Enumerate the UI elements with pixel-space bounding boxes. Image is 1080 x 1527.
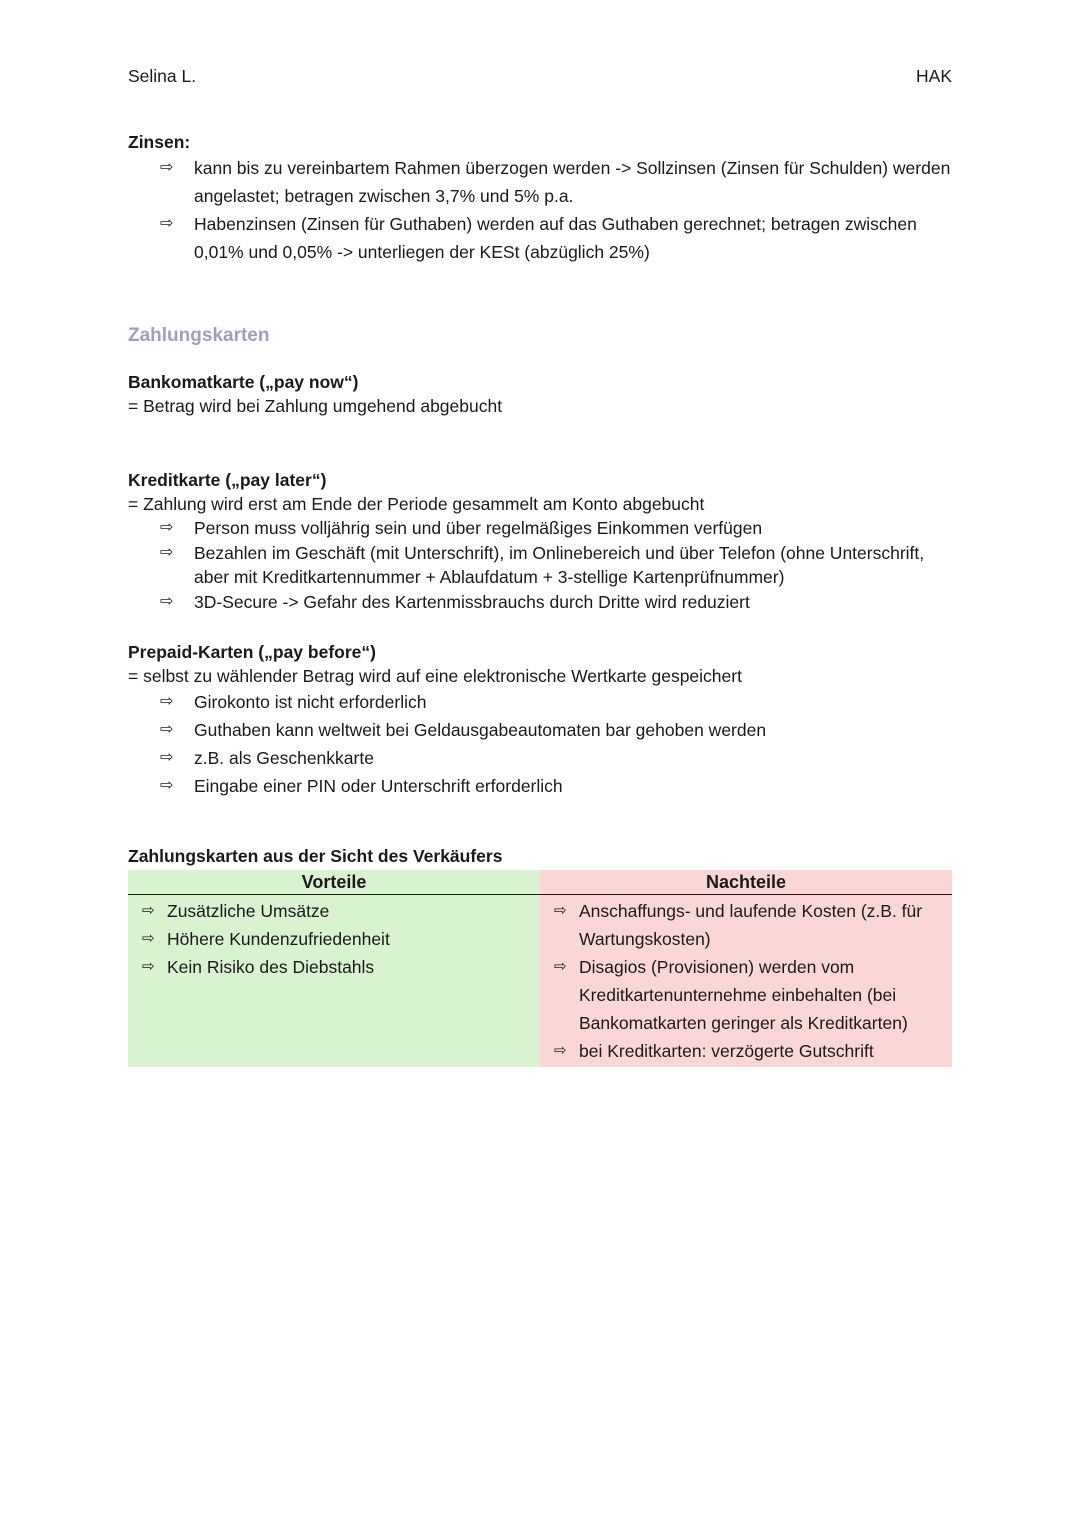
pros-cons-table bbox=[128, 870, 952, 1067]
verkaeufer-block bbox=[128, 844, 952, 1067]
kredit-list bbox=[128, 516, 952, 614]
list-item-text: Anschaffungs- und laufende Kosten (z.B. für Wartungskosten) bbox=[579, 901, 923, 949]
list-item-text: kann bis zu vereinbartem Rahmen überzogen werden -> Sollzinsen (Zinsen für Schulden) werden angelastet; betragen zwischen 3,7% und 5% p.a. bbox=[194, 158, 951, 206]
zinsen-list bbox=[128, 154, 952, 266]
table-row bbox=[128, 895, 952, 1068]
pros-cell bbox=[128, 895, 540, 1068]
page-header bbox=[128, 64, 952, 88]
prepaid-list bbox=[128, 688, 952, 800]
arrow-right-icon: ⇨ bbox=[160, 519, 174, 536]
arrow-right-icon: ⇨ bbox=[160, 693, 174, 710]
arrow-right-icon: ⇨ bbox=[160, 721, 174, 738]
list-item-text: 3D-Secure -> Gefahr des Kartenmissbrauchs durch Dritte wird reduziert bbox=[194, 591, 750, 612]
prepaid-definition: = selbst zu wählender Betrag wird auf eine elektronische Wertkarte gespeichert bbox=[128, 666, 742, 686]
bankomat-block bbox=[128, 370, 952, 418]
list-item-text: Höhere Kundenzufriedenheit bbox=[167, 929, 390, 949]
school-label: HAK bbox=[916, 66, 952, 86]
kredit-block bbox=[128, 468, 952, 614]
arrow-right-icon: ⇨ bbox=[142, 902, 155, 919]
list-item bbox=[554, 897, 942, 953]
arrow-right-icon: ⇨ bbox=[142, 930, 155, 947]
list-item-text: Bezahlen im Geschäft (mit Unterschrift), im Onlinebereich und über Telefon (ohne Unterschrift, aber mit Kreditkartennummer + Ablaufdatum + 3-stellige Kartenprüfnummer) bbox=[194, 542, 925, 587]
pros-header: Vorteile bbox=[128, 870, 540, 895]
author-name: Selina L. bbox=[128, 66, 197, 86]
table-header-row bbox=[128, 870, 952, 895]
arrow-right-icon: ⇨ bbox=[160, 215, 174, 232]
list-item-text: bei Kreditkarten: verzögerte Gutschrift bbox=[579, 1041, 874, 1061]
bankomat-definition: = Betrag wird bei Zahlung umgehend abgebucht bbox=[128, 396, 503, 416]
document-page bbox=[128, 64, 952, 1067]
cons-header: Nachteile bbox=[540, 870, 952, 895]
list-item-text: Kein Risiko des Diebstahls bbox=[167, 957, 375, 977]
section-title-zahlungskarten: Zahlungskarten bbox=[128, 325, 270, 346]
list-item bbox=[160, 772, 952, 800]
list-item-text: z.B. als Geschenkkarte bbox=[194, 748, 374, 768]
verkaeufer-heading: Zahlungskarten aus der Sicht des Verkäufers bbox=[128, 846, 503, 866]
list-item bbox=[160, 154, 952, 210]
list-item bbox=[142, 925, 530, 953]
zinsen-heading: Zinsen: bbox=[128, 132, 191, 152]
list-item bbox=[160, 716, 952, 744]
list-item-text: Disagios (Provisionen) werden vom Kreditkartenunternehme einbehalten (bei Bankomatkarten geringer als Kreditkarten) bbox=[579, 957, 908, 1033]
cons-list bbox=[540, 895, 952, 1065]
arrow-right-icon: ⇨ bbox=[554, 1042, 567, 1059]
prepaid-heading: Prepaid-Karten („pay before“) bbox=[128, 642, 376, 662]
list-item bbox=[554, 953, 942, 1037]
arrow-right-icon: ⇨ bbox=[160, 159, 174, 176]
list-item bbox=[160, 210, 952, 266]
list-item-text: Habenzinsen (Zinsen für Guthaben) werden auf das Guthaben gerechnet; betragen zwischen 0,01% und 0,05% -> unterliegen der KESt (abzüglich 25%) bbox=[194, 214, 917, 262]
list-item bbox=[160, 688, 952, 716]
arrow-right-icon: ⇨ bbox=[142, 958, 155, 975]
kredit-definition: = Zahlung wird erst am Ende der Periode gesammelt am Konto abgebucht bbox=[128, 494, 705, 514]
list-item bbox=[160, 541, 952, 590]
arrow-right-icon: ⇨ bbox=[554, 902, 567, 919]
arrow-right-icon: ⇨ bbox=[554, 958, 567, 975]
arrow-right-icon: ⇨ bbox=[160, 777, 174, 794]
arrow-right-icon: ⇨ bbox=[160, 592, 174, 610]
list-item bbox=[554, 1037, 942, 1065]
list-item bbox=[142, 897, 530, 925]
list-item-text: Person muss volljährig sein und über regelmäßiges Einkommen verfügen bbox=[194, 518, 763, 538]
list-item-text: Zusätzliche Umsätze bbox=[167, 901, 330, 921]
prepaid-block bbox=[128, 640, 952, 800]
pros-list bbox=[128, 895, 540, 981]
zinsen-section bbox=[128, 130, 952, 266]
list-item bbox=[160, 590, 952, 615]
arrow-right-icon: ⇨ bbox=[160, 543, 174, 561]
list-item-text: Girokonto ist nicht erforderlich bbox=[194, 692, 427, 712]
list-item-text: Eingabe einer PIN oder Unterschrift erforderlich bbox=[194, 776, 563, 796]
list-item bbox=[160, 744, 952, 772]
list-item-text: Guthaben kann weltweit bei Geldausgabeautomaten bar gehoben werden bbox=[194, 720, 767, 740]
list-item bbox=[160, 516, 952, 541]
arrow-right-icon: ⇨ bbox=[160, 749, 174, 766]
list-item bbox=[142, 953, 530, 981]
kredit-heading: Kreditkarte („pay later“) bbox=[128, 470, 327, 490]
cons-cell bbox=[540, 895, 952, 1068]
bankomat-heading: Bankomatkarte („pay now“) bbox=[128, 372, 359, 392]
